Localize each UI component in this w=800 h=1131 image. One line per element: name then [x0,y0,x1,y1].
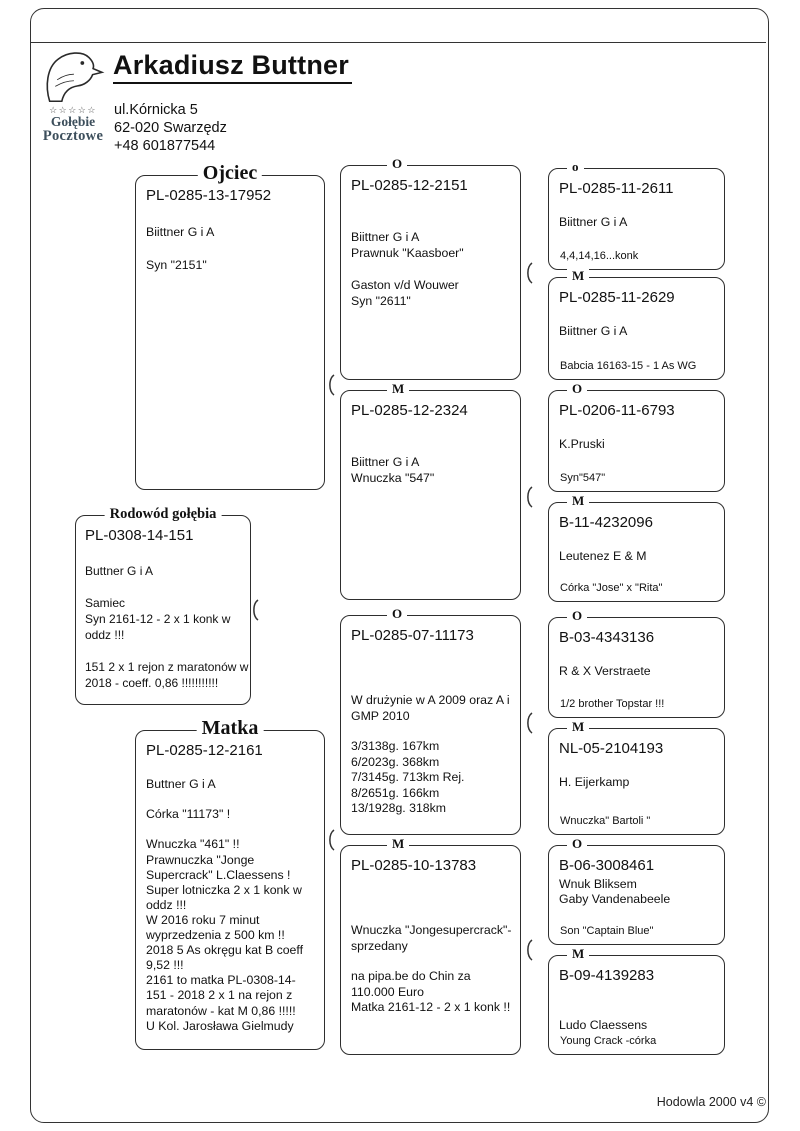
ring-number: PL-0285-12-2151 [351,177,468,194]
box-body: Biittner G i A [559,215,628,230]
ring-number: B-09-4139283 [559,967,655,984]
box-note: Babcia 16163-15 - 1 As WG [560,360,697,372]
pedigree-box-mother [135,717,325,1050]
box-label-g4-2: M [567,268,589,284]
ring-number: PL-0285-13-17952 [146,187,272,204]
box-label-g4-3: O [567,381,587,397]
ring-number: PL-0285-10-13783 [351,857,477,874]
box-label-subject: Rodowód gołębia [105,506,222,523]
pedigree-box-g4-2 [548,268,725,380]
ring-number: PL-0285-11-2629 [559,289,675,306]
ring-number: B-11-4232096 [559,514,653,531]
connector-bracket [524,711,534,735]
pedigree-box-g4-4 [548,493,725,602]
header-divider [31,42,766,43]
connector-bracket [524,938,534,962]
pedigree-box-subject [75,506,251,705]
box-body: Biittner G i A Syn "2151" [146,224,215,272]
pigeon-icon [40,49,106,105]
box-body: Wnuczka "Jongesupercrack"- sprzedany na pipa.be do Chin za 110.000 Euro Matka 2161-12 - 2 x 1 konk !! [351,923,512,1015]
pedigree-box-g4-5 [548,608,725,718]
software-credit: Hodowla 2000 v4 © [656,1095,766,1109]
pedigree-box-father [135,162,325,490]
connector-bracket [326,828,336,852]
box-body: Biittner G i A Prawnuk "Kaasboer" Gaston v/d Wouwer Syn "2611" [351,230,464,308]
ring-number: B-03-4343136 [559,629,655,646]
box-body: Wnuk Bliksem Gaby Vandenabeele [559,877,671,907]
box-note: Son "Captain Blue" [560,925,654,937]
box-body: R & X Verstraete [559,664,651,679]
pedigree-box-g4-3 [548,381,725,492]
box-label-g4-1: o [567,159,584,175]
ring-number: PL-0206-11-6793 [559,402,675,419]
pedigree-box-g4-6 [548,719,725,835]
connector-bracket [326,373,336,397]
box-label-g4-8: M [567,946,589,962]
box-label-g4-6: M [567,719,589,735]
ring-number: NL-05-2104193 [559,740,664,757]
connector-bracket [524,485,534,509]
box-body: H. Eijerkamp [559,775,630,790]
pedigree-box-g4-7 [548,836,725,945]
ring-number: PL-0285-07-11173 [351,627,474,644]
box-label-g3-2: M [387,381,409,397]
box-body: K.Pruski [559,437,605,452]
box-label-g4-4: M [567,493,589,509]
ring-number: PL-0285-11-2611 [559,180,674,197]
ring-number: PL-0285-12-2161 [146,742,263,759]
ring-number: B-06-3008461 [559,857,655,874]
logo-text-line1: Gołębie [50,114,96,129]
address-street: ul.Kórnicka 5 [114,102,198,118]
box-body: W drużynie w A 2009 oraz A i GMP 2010 3/3138g. 167km 6/2023g. 368km 7/3145g. 713km Rej. 8/2651g. 166km 13/1928g. 318km [351,693,510,816]
connector-bracket [250,598,260,622]
box-note: Young Crack -córka [560,1035,657,1047]
pedigree-box-g3-4 [340,836,521,1055]
breeder-address [114,101,227,155]
ring-number: PL-0285-12-2324 [351,402,468,419]
box-label-father: Ojciec [198,162,262,185]
box-note: 4,4,14,16...konk [560,250,639,262]
box-body: Biittner G i A [559,324,628,339]
box-note: 1/2 brother Topstar !!! [560,698,665,710]
box-label-g4-5: O [567,608,587,624]
box-body: Buttner G i A Samiec Syn 2161-12 - 2 x 1 konk w oddz !!! 151 2 x 1 rejon z maratonów w 2018 - coeff. 0,86 !!!!!!!!!!! [85,564,249,690]
pedigree-box-g3-3 [340,606,521,835]
pedigree-box-g3-2 [340,381,521,600]
logo-text-line2: Pocztowe [42,128,104,144]
box-body: Leutenez E & M [559,549,647,564]
box-body: Buttner G i A Córka "11173" ! Wnuczka "461" !! Prawnuczka "Jonge Supercrack" L.Claessens ! Super lotniczka 2 x 1 konk w oddz !!! W 2016 roku 7 minut wyprzedzenia z 500 km !! 2018 5 As okręgu kat B coeff 9,52 !!! 2161 to matka PL-0308-14- 151 - 2018 2 x 1 na rejon z maratonów - kat M 0,86 !!!!! U Kol. Jarosława Gielmudy [146,777,304,1033]
box-note: Syn"547" [560,472,606,484]
box-label-g4-7: O [567,836,587,852]
breeder-logo [34,49,112,144]
box-label-g3-1: O [387,156,407,172]
pedigree-box-g4-8 [548,946,725,1055]
box-label-mother: Matka [197,717,264,740]
box-note: Córka "Jose" x "Rita" [560,582,663,594]
pedigree-box-g4-1 [548,159,725,270]
box-note: Wnuczka" Bartoli " [560,815,651,827]
pedigree-box-g3-1 [340,156,521,380]
logo-stars: ☆☆☆☆☆ [49,105,97,115]
phone-number: +48 601877544 [114,138,216,154]
box-body: Ludo Claessens [559,1017,648,1032]
breeder-name: Arkadiusz Buttner [113,50,352,84]
box-body: Biittner G i A Wnuczka "547" [351,455,435,485]
box-label-g3-3: O [387,606,407,622]
box-label-g3-4: M [387,836,409,852]
address-city: 62-020 Swarzędz [114,120,227,136]
connector-bracket [524,261,534,285]
ring-number: PL-0308-14-151 [85,527,194,544]
